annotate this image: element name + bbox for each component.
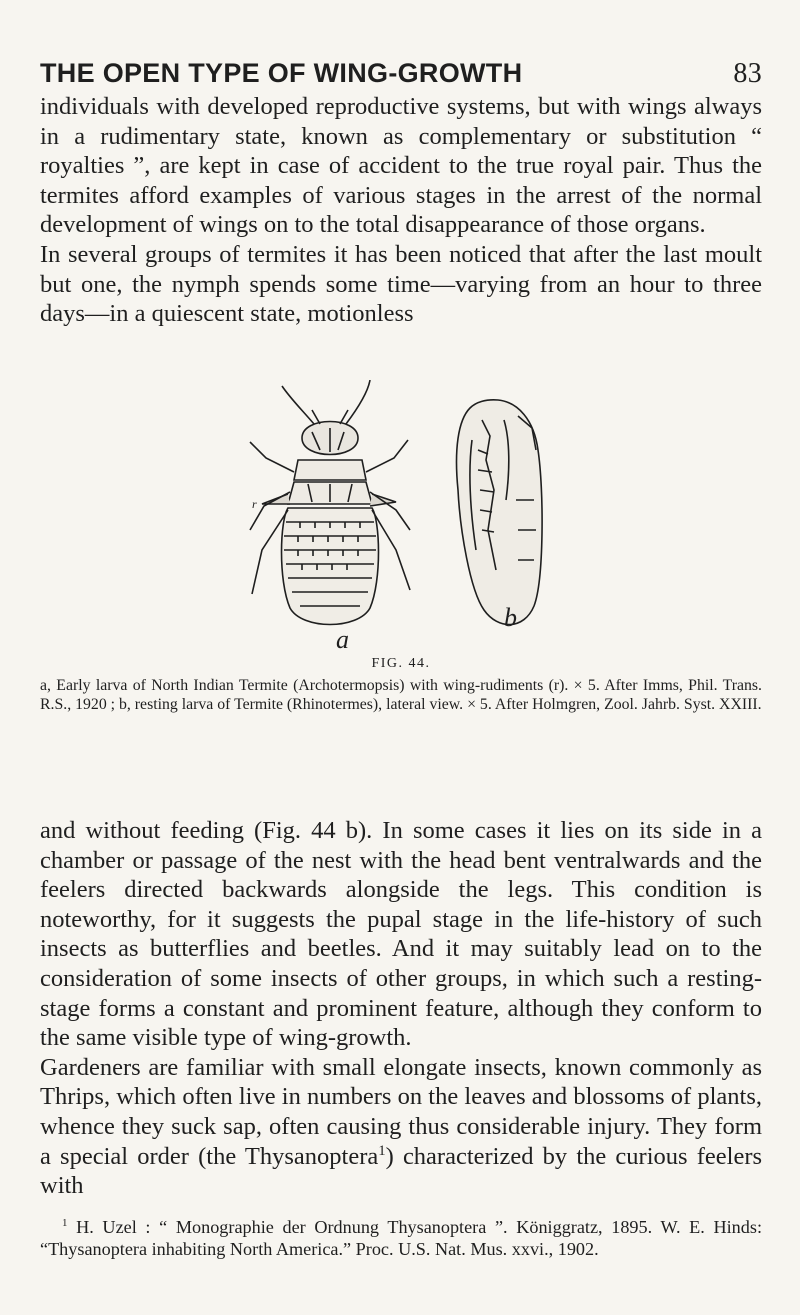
body-text-bottom — [40, 816, 762, 1201]
label-a: a — [336, 625, 349, 654]
label-r: r — [252, 497, 257, 511]
paragraph-thrips — [40, 1053, 762, 1201]
paragraph-continued: individuals with developed reproductive systems, but with wings always in a rudimentary state, known as complementary or substitution “ royalties ”, are kept in case of accident to the true royal pair. Thus the termites afford examples of various stages in the arrest of the normal development of wings on to the total disappearance of those organs. — [40, 93, 762, 239]
figure-number: FIG. 44. — [371, 656, 431, 671]
paragraph-termite-resting: In several groups of termites it has been noticed that after the last moult but one, the nymph spends some time—varying from an hour to three days—in a quiescent state, motionless — [40, 240, 762, 328]
termite-larva-a-drawing — [250, 380, 410, 625]
figure-caption — [40, 676, 762, 714]
page-number: 83 — [733, 58, 762, 89]
footnote-ref: 1 — [378, 1142, 386, 1159]
footnote-text: H. Uzel : “ Monographie der Ordnung Thysanoptera ”. Königgratz, 1895. W. E. Hinds: “Thysanoptera inhabiting North America.” Proc. U.S. Nat. Mus. xxvi., 1902. — [40, 1217, 762, 1259]
thrips-text-end: ) characterized by the curious feelers with — [40, 1142, 763, 1200]
label-b: b — [504, 603, 517, 632]
footnote-1 — [40, 1217, 762, 1260]
thrips-text-start: Gardeners are familiar with small elongate insects, known commonly as Thrips, which often live in numbers on the leaves and blossoms of plants, whence they suck sap, often causing thus considerable injury. They form a special order (the Thysanoptera — [40, 1053, 762, 1170]
paragraph-resting-stage: and without feeding (Fig. 44 b). In some cases it lies on its side in a chamber or passage of the nest with the head bent ventralwards and the feelers directed backwards alongside the legs. This condition is noteworthy, for it suggests the pupal stage in the life-history of such insects as butterflies and beetles. And it may suitably lead on to the consideration of some insects of other groups, in which such a resting-stage forms a constant and prominent feature, although they conform to the same visible type of wing-growth. — [40, 817, 762, 1052]
caption-text: a, Early larva of North Indian Termite (Archotermopsis) with wing-rudiments (r). × 5. After Imms, Phil. Trans. R.S., 1920 ; b, resting larva of Termite (Rhinotermes), lateral view. × 5. After Holmgren, Zool. Jahrb. Syst. XXIII. — [40, 677, 762, 714]
footnote-marker: 1 — [62, 1216, 68, 1229]
footnotes — [40, 1217, 762, 1260]
chapter-title: THE OPEN TYPE OF WING-GROWTH — [40, 58, 523, 88]
running-head — [40, 58, 762, 90]
termite-illustration — [40, 380, 762, 680]
body-text-top — [40, 92, 762, 329]
resting-larva-b-drawing — [457, 400, 543, 625]
